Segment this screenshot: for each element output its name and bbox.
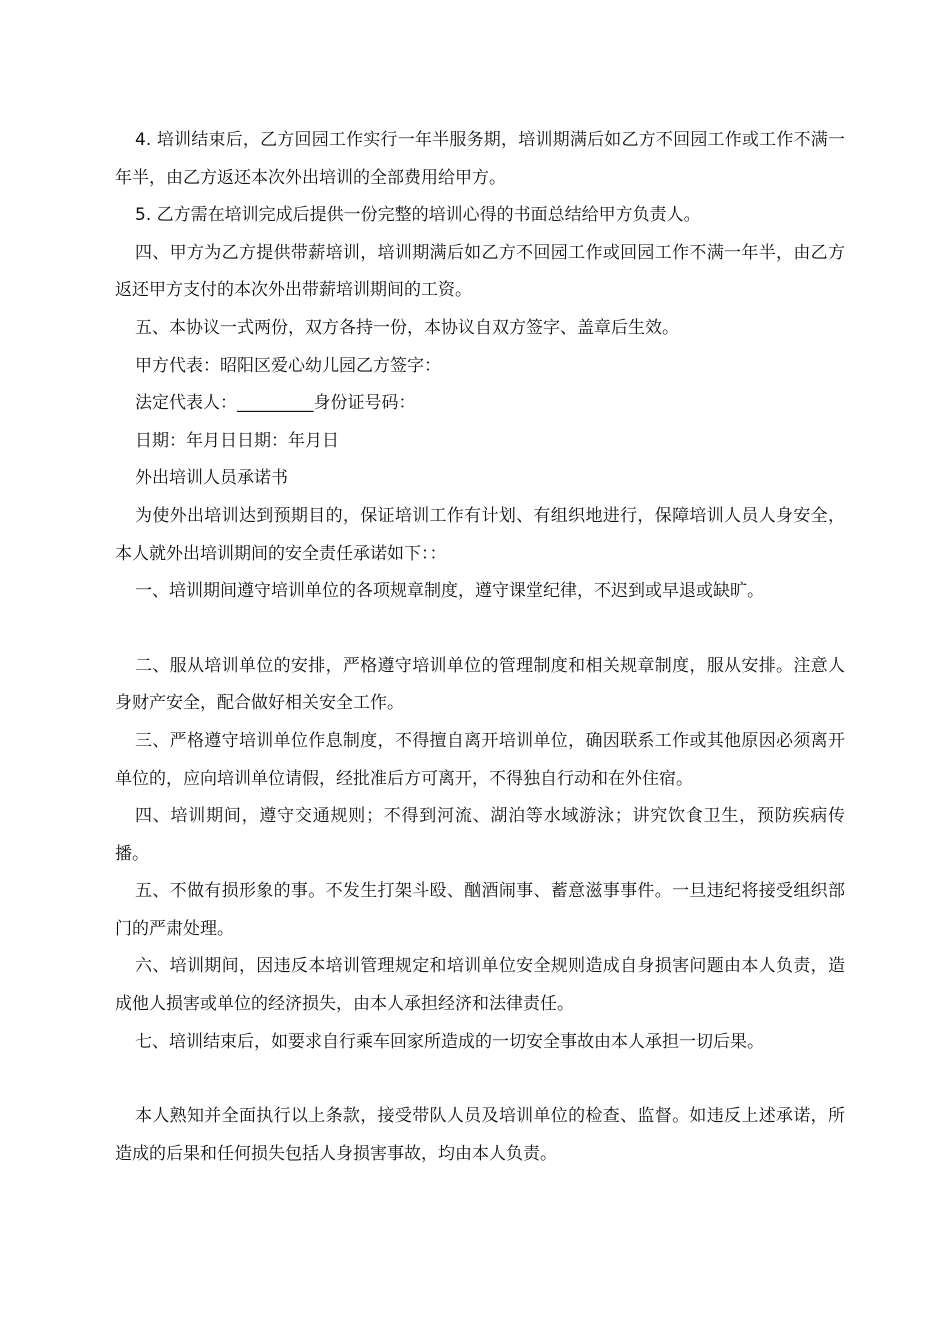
pledge-closing: 本人熟知并全面执行以上条款，接受带队人员及培训单位的检查、监督。如违反上述承诺，所造成的后果和任何损失包括人身损害事故，均由本人负责。 [115,1106,845,1164]
pledge-title: 外出培训人员承诺书 [135,468,288,489]
blank-line [115,1061,845,1098]
pledge-item-6: 六、培训期间，因违反本培训管理规定和培训单位安全规则造成自身损害问题由本人负责，造成他人损害或单位的经济损失，由本人承担经济和法律责任。 [115,956,845,1015]
pledge-item-3: 三、严格遵守培训单位作息制度，不得擅自离开培训单位，确因联系工作或其他原因必须离开单位的，应向培训单位请假，经批准后方可离开，不得独自行动和在外住宿。 [115,730,845,789]
legal-representative-line: 法定代表人：_________身份证号码： [135,393,416,414]
party-a-representative-line: 甲方代表：昭阳区爱心幼儿园乙方签字： [135,355,441,376]
clause-4-training-service-period: 4. 培训结束后，乙方回园工作实行一年半服务期，培训期满后如乙方不回园工作或工作不满一年半，由乙方返还本次外出培训的全部费用给甲方。 [115,130,845,188]
pledge-intro: 为使外出培训达到预期目的，保证培训工作有计划、有组织地进行，保障培训人员人身安全，本人就外出培训期间的安全责任承诺如下：： [115,505,845,564]
clause-5-training-summary: 5. 乙方需在培训完成后提供一份完整的培训心得的书面总结给甲方负责人。 [135,205,701,226]
blank-line [115,611,845,648]
document-page [115,122,845,1173]
pledge-item-4: 四、培训期间，遵守交通规则；不得到河流、湖泊等水域游泳；讲究饮食卫生，预防疾病传播。 [115,806,845,864]
pledge-item-5: 五、不做有损形象的事。不发生打架斗殴、酗酒闹事、蓄意滋事事件。一旦违纪将接受组织部门的严肃处理。 [115,881,845,939]
pledge-item-1: 一、培训期间遵守培训单位的各项规章制度，遵守课堂纪律，不迟到或早退或缺旷。 [135,581,764,602]
date-line: 日期：年月日日期：年月日 [135,430,339,451]
pledge-item-2: 二、服从培训单位的安排，严格遵守培训单位的管理制度和相关规章制度，服从安排。注意人身财产安全，配合做好相关安全工作。 [115,655,845,714]
article-4-paid-training: 四、甲方为乙方提供带薪培训，培训期满后如乙方不回园工作或回园工作不满一年半，由乙方返还甲方支付的本次外出带薪培训期间的工资。 [115,242,845,301]
article-5-agreement-copies: 五、本协议一式两份，双方各持一份，本协议自双方签字、盖章后生效。 [135,317,679,338]
pledge-item-7: 七、培训结束后，如要求自行乘车回家所造成的一切安全事故由本人承担一切后果。 [135,1031,764,1052]
